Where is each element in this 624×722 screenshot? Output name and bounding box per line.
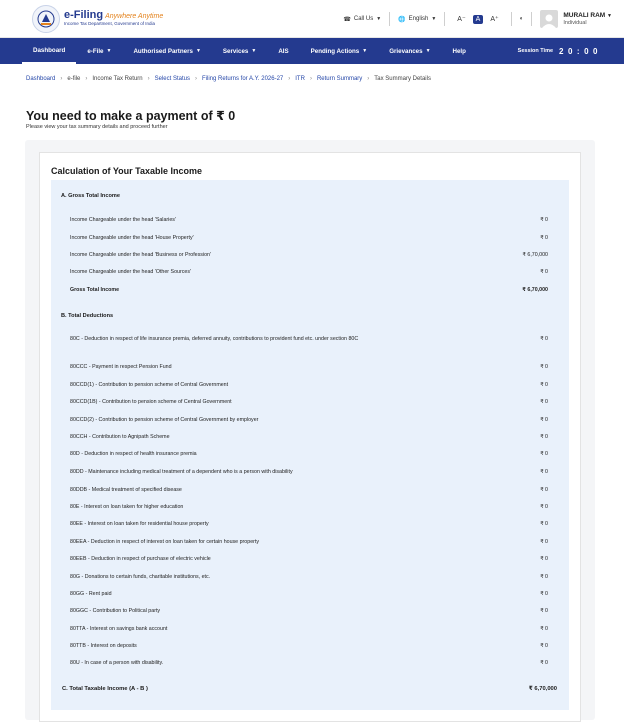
deduction-row [70, 608, 548, 614]
income-row [70, 252, 548, 258]
row-amount: ₹ 0 [540, 504, 548, 510]
language-label: English [408, 16, 429, 22]
breadcrumb-itr: Income Tax Return [92, 76, 143, 82]
chevron-right-icon: › [309, 76, 312, 82]
row-label: 80TTA - Interest on savings bank account [70, 626, 168, 632]
chevron-down-icon: ▼ [607, 13, 612, 19]
row-label: 80EEA - Deduction in respect of interest on loan taken for certain house property [70, 539, 260, 545]
font-normal-button[interactable]: A [473, 15, 484, 24]
row-amount: ₹ 6,70,000 [522, 252, 548, 258]
nav-label: Dashboard [33, 46, 66, 54]
nav-services[interactable] [212, 38, 267, 64]
chevron-right-icon: › [147, 76, 150, 82]
nav-ais[interactable] [267, 38, 299, 64]
breadcrumb-return-summary[interactable]: Return Summary [316, 76, 363, 82]
deduction-row [70, 643, 548, 649]
deduction-row [70, 399, 548, 405]
deduction-row [70, 451, 548, 457]
nav-authorised-partners[interactable] [122, 38, 211, 64]
row-label: 80E - Interest on loan taken for higher education [70, 504, 184, 510]
session-label: Session Time [517, 48, 554, 54]
row-amount: ₹ 0 [540, 660, 548, 666]
deduction-row [70, 364, 548, 370]
row-label: 80CCD(1B) - Contribution to pension scheme of Central Government [70, 399, 232, 405]
main-nav [0, 38, 624, 64]
chevron-right-icon: › [85, 76, 88, 82]
brand-sub: Income Tax Department, Government of India [64, 21, 155, 27]
row-amount: ₹ 0 [540, 417, 548, 423]
page-title: You need to make a payment of ₹ 0 [26, 109, 236, 123]
font-decrease-button[interactable]: A⁻ [457, 16, 466, 23]
nav-label: Help [452, 47, 466, 55]
chevron-down-icon: ▼ [425, 48, 431, 54]
chevron-down-icon: ▼ [195, 48, 201, 54]
row-amount: ₹ 0 [540, 399, 548, 405]
timer-digit: 0 [593, 46, 598, 56]
deduction-row [70, 521, 548, 527]
row-label: 80G - Donations to certain funds, charitable institutions, etc. [70, 574, 211, 580]
income-row [70, 235, 548, 241]
row-label: 80D - Deduction in respect of health insurance premia [70, 451, 197, 457]
nav-help[interactable] [442, 38, 477, 64]
row-label: 80DD - Maintenance including medical treatment of a dependent who is a person with disability [70, 469, 293, 475]
font-increase-button[interactable]: A⁺ [490, 16, 499, 23]
page-subtitle: Please view your tax summary details and proceed further [26, 124, 168, 130]
row-amount: ₹ 0 [540, 364, 548, 370]
efiling-logo[interactable] [32, 5, 163, 33]
row-amount: ₹ 0 [540, 626, 548, 632]
top-bar [0, 0, 624, 38]
nav-pending-actions[interactable] [300, 38, 379, 64]
timer-digit: 0 [584, 46, 590, 56]
row-label: 80C - Deduction in respect of life insurance premia, deferred annuity, contributions to provident fund etc. under section 80C [70, 336, 359, 342]
nav-efile[interactable] [76, 38, 122, 64]
breadcrumb-itr-link[interactable]: ITR [295, 76, 305, 82]
nav-dashboard[interactable] [22, 38, 76, 64]
deduction-row [70, 469, 548, 475]
phone-icon: ☎ [343, 16, 351, 23]
timer-colon: : [576, 46, 581, 56]
deduction-row [70, 487, 548, 493]
row-label: Income Chargeable under the head 'Other Sources' [70, 269, 191, 275]
deduction-row [70, 591, 548, 597]
row-amount: ₹ 0 [540, 487, 548, 493]
row-amount: ₹ 6,70,000 [522, 287, 548, 293]
row-amount: ₹ 0 [540, 469, 548, 475]
nav-label: AIS [278, 47, 289, 55]
call-us-label: Call Us [353, 16, 374, 22]
row-label: Income Chargeable under the head 'Business or Profession' [70, 252, 212, 258]
brand-tagline: Anywhere Anytime [105, 13, 164, 21]
row-label: 80CCD(2) - Contribution to pension scheme of Central Government by employer [70, 417, 259, 423]
row-label: 80GGC - Contribution to Political party [70, 608, 161, 614]
chevron-down-icon: ▼ [431, 16, 437, 22]
row-amount: ₹ 0 [540, 574, 548, 580]
row-amount: ₹ 0 [540, 539, 548, 545]
row-label: Income Chargeable under the head 'House Property' [70, 235, 194, 241]
session-timer [518, 47, 598, 56]
user-role: Individual [563, 20, 587, 26]
chevron-down-icon: ▼ [251, 48, 257, 54]
row-label: 80CCH - Contribution to Agnipath Scheme [70, 434, 170, 440]
row-amount: ₹ 0 [540, 382, 548, 388]
row-amount: ₹ 0 [540, 556, 548, 562]
row-amount: ₹ 0 [540, 434, 548, 440]
deduction-row [70, 434, 548, 440]
contrast-toggle[interactable] [512, 16, 532, 22]
row-amount: ₹ 0 [540, 608, 548, 614]
row-label: Income Chargeable under the head 'Salaries' [70, 217, 176, 223]
chevron-right-icon: › [194, 76, 197, 82]
gross-total-row [70, 287, 548, 293]
breadcrumb [26, 76, 431, 82]
chevron-right-icon: › [60, 76, 63, 82]
deduction-row [70, 539, 548, 545]
nav-label: Authorised Partners [133, 47, 193, 55]
section-a-title: A. Gross Total Income [61, 193, 120, 199]
nav-label: Pending Actions [310, 47, 360, 55]
row-label: 80U - In case of a person with disability. [70, 660, 164, 666]
avatar [540, 10, 558, 28]
deduction-row [70, 556, 548, 562]
breadcrumb-filing-returns[interactable]: Filing Returns for A.Y. 2026-27 [201, 76, 284, 82]
row-label: Gross Total Income [70, 287, 120, 293]
chevron-down-icon: ▼ [376, 16, 382, 22]
deduction-row [70, 626, 548, 632]
nav-label: Grievances [389, 47, 423, 55]
language-selector[interactable] [390, 16, 444, 23]
row-amount: ₹ 0 [540, 521, 548, 527]
row-amount: ₹ 0 [540, 217, 548, 223]
total-taxable-income-row [62, 686, 557, 692]
emblem-icon [32, 5, 60, 33]
chevron-down-icon: ▼ [362, 48, 368, 54]
income-row [70, 217, 548, 223]
breadcrumb-dashboard[interactable]: Dashboard [26, 76, 56, 82]
nav-label: Services [222, 47, 249, 55]
row-label: 80DDB - Medical treatment of specified disease [70, 487, 182, 493]
deduction-row [70, 382, 548, 388]
call-us-button[interactable] [335, 16, 389, 23]
row-amount: ₹ 0 [540, 235, 548, 241]
chevron-right-icon: › [288, 76, 291, 82]
total-taxable-income-amount: ₹ 6,70,000 [528, 686, 557, 692]
deduction-row [70, 504, 548, 510]
nav-label: e-File [87, 47, 104, 55]
chevron-right-icon: › [367, 76, 370, 82]
row-label: 80EE - Interest on loan taken for residential house property [70, 521, 209, 527]
row-label: 80CCD(1) - Contribution to pension scheme of Central Government [70, 382, 229, 388]
breadcrumb-select-status[interactable]: Select Status [154, 76, 190, 82]
row-label: 80GG - Rent paid [70, 591, 112, 597]
income-row [70, 269, 548, 275]
row-amount: ₹ 0 [540, 643, 548, 649]
row-amount: ₹ 0 [540, 336, 548, 342]
row-amount: ₹ 0 [540, 591, 548, 597]
breadcrumb-current: Tax Summary Details [374, 76, 431, 82]
row-label: 80EEB - Deduction in respect of purchase of electric vehicle [70, 556, 211, 562]
deduction-row [70, 336, 548, 344]
deduction-row [70, 660, 548, 666]
section-c-title: C. Total Taxable Income (A - B ) [62, 686, 148, 692]
row-amount: ₹ 0 [540, 269, 548, 275]
timer-digit: 2 [559, 46, 564, 56]
row-amount: ₹ 0 [540, 451, 548, 457]
contrast-icon: ◐ [519, 16, 524, 22]
section-b-title: B. Total Deductions [61, 313, 114, 319]
deduction-row [70, 574, 548, 580]
deduction-row [70, 417, 548, 423]
globe-icon: 🌐 [398, 16, 406, 23]
user-menu[interactable] [532, 10, 612, 28]
timer-digit: 0 [567, 46, 573, 56]
card-title: Calculation of Your Taxable Income [51, 166, 203, 176]
nav-grievances[interactable] [378, 38, 441, 64]
chevron-down-icon: ▼ [106, 48, 112, 54]
row-label: 80TTB - Interest on deposits [70, 643, 137, 649]
font-size-controls [445, 15, 510, 24]
row-label: 80CCC - Payment in respect Pension Fund [70, 364, 172, 370]
breadcrumb-efile: e-file [67, 76, 81, 82]
user-name: MURALI RAM [563, 12, 606, 19]
brand-name: e-Filing [64, 9, 104, 22]
